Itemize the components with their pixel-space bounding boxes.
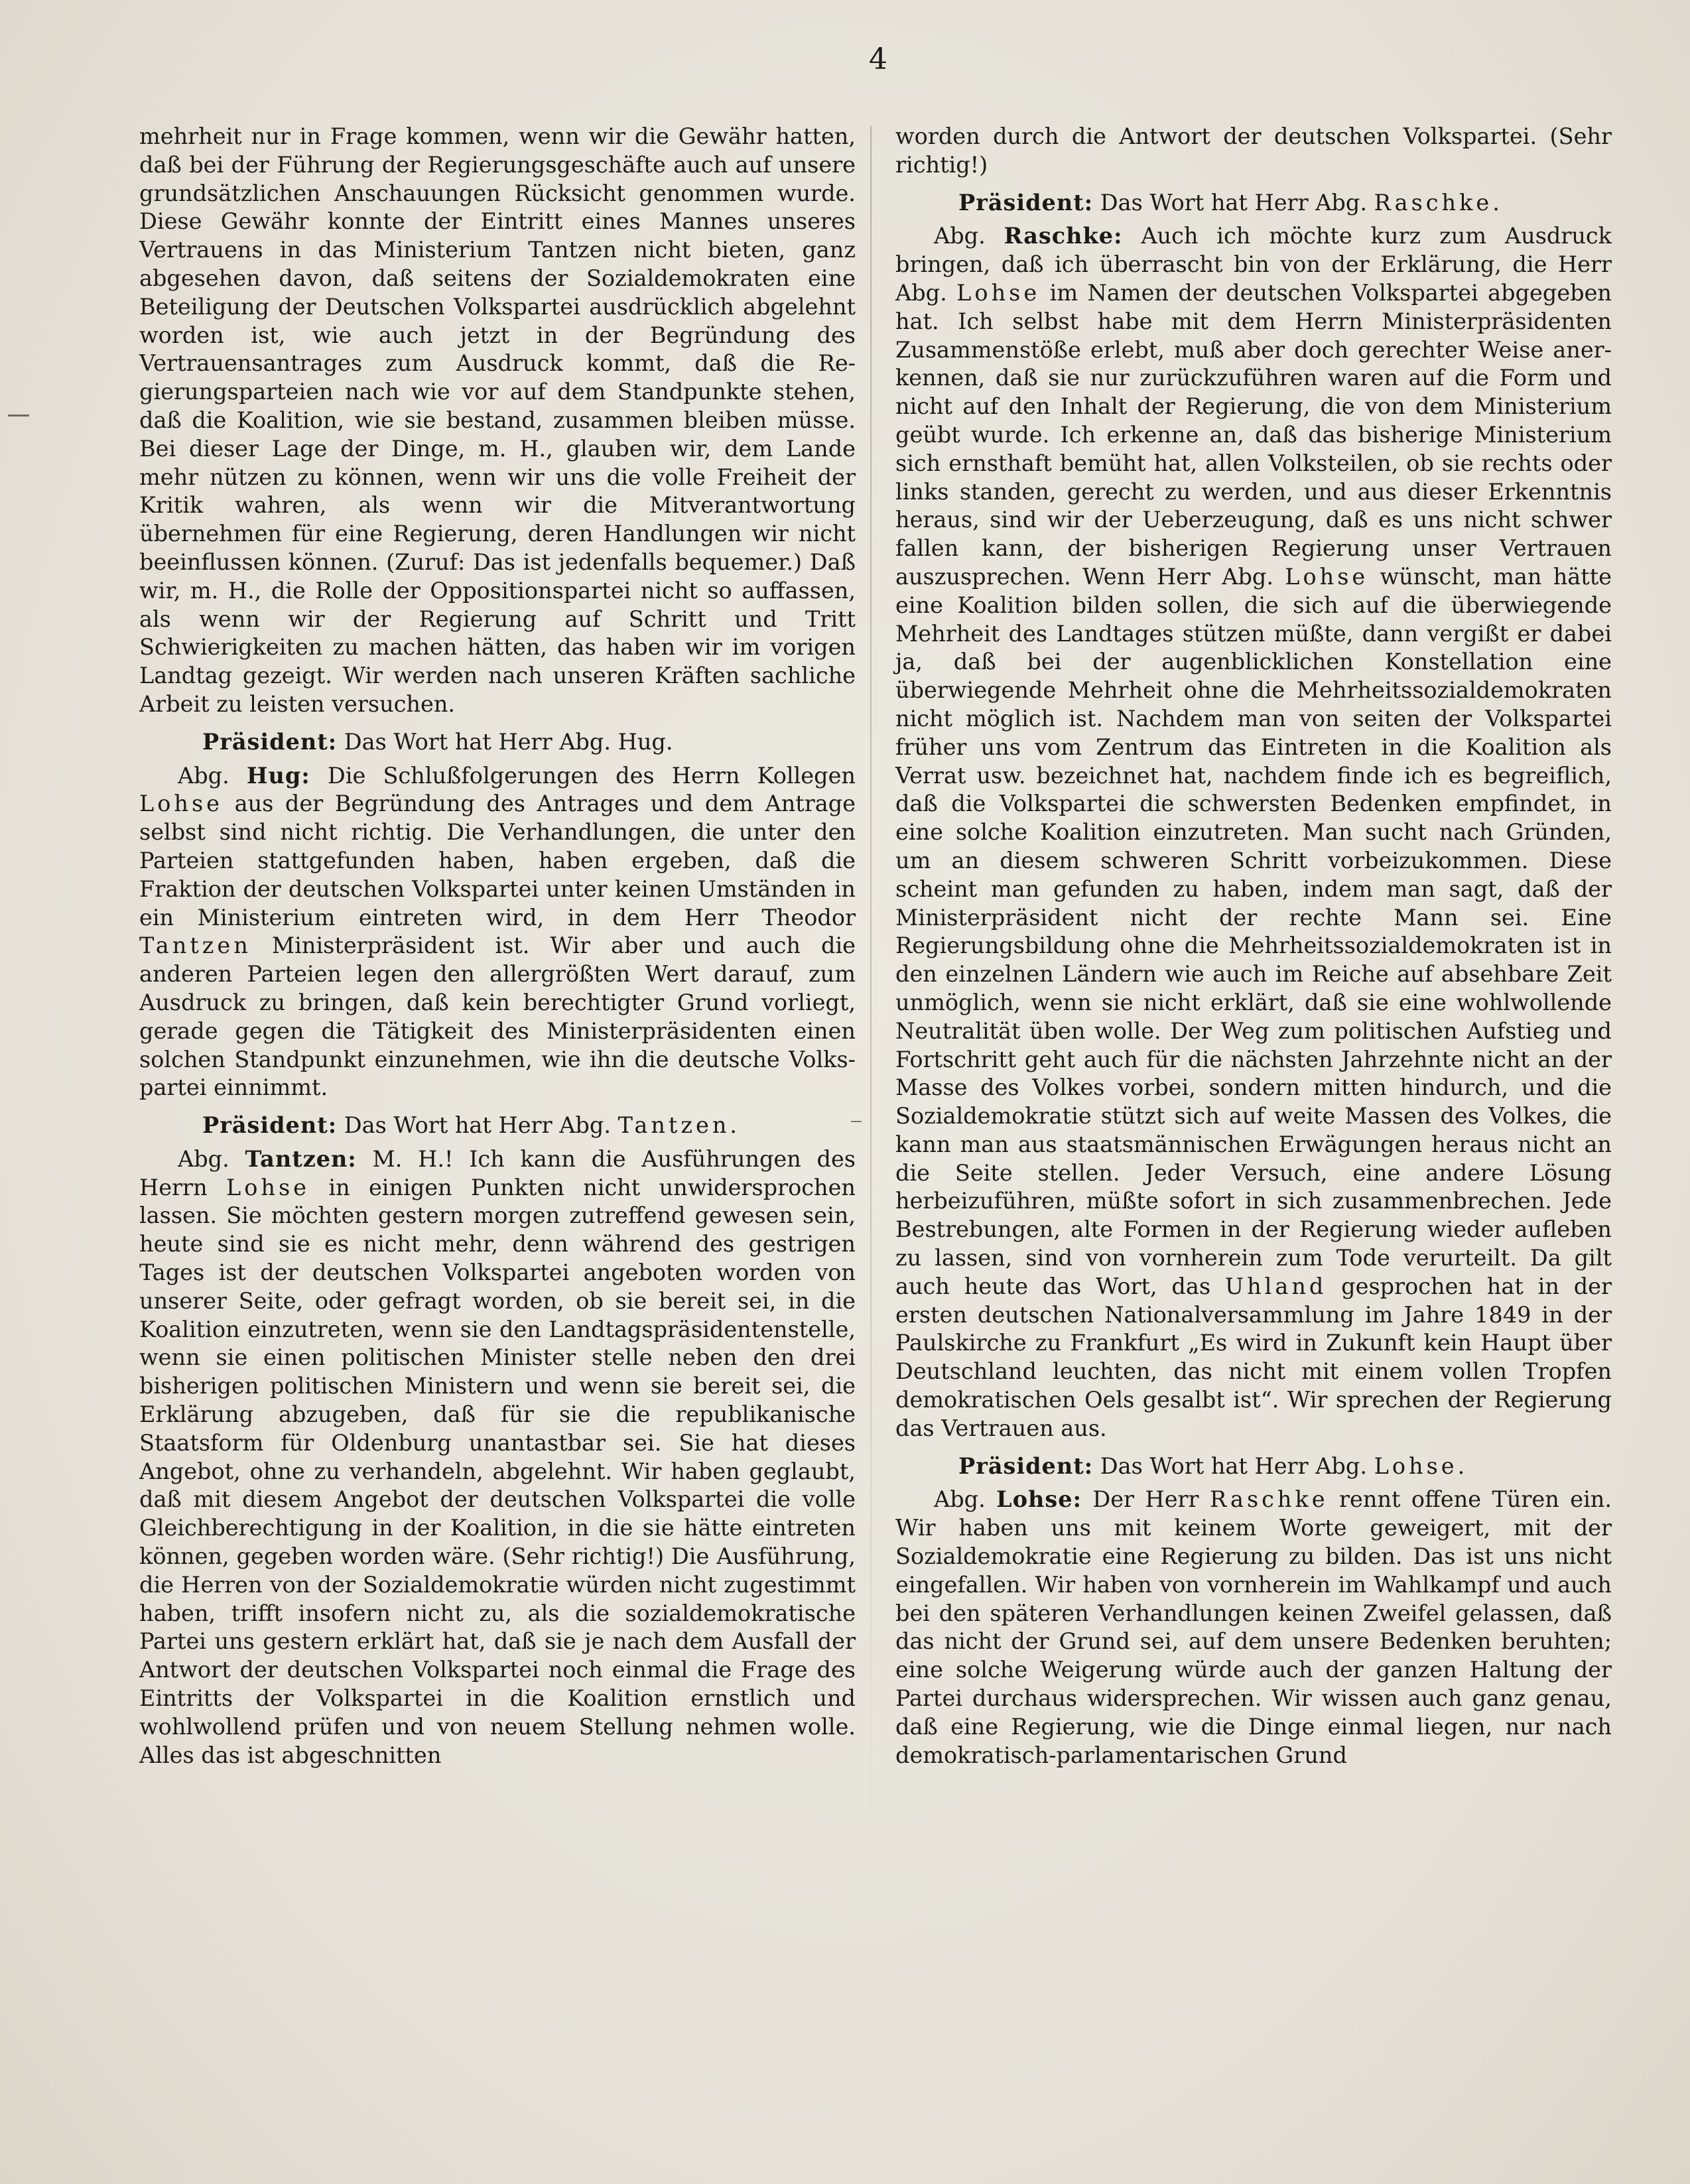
speech-lohse [895, 1486, 1612, 1769]
speech-text: wünscht, man hätte eine Koalition bilden sollen, die sich auf die überwiegende Mehrheit des Landtages stützen müßte, dann vergißt er dabei ja, daß bei der augenblicklichen Konstellation eine überwiegende Mehrheit ohne die Mehrheitssozialdemokraten nicht möglich ist. Nachdem man von seiten der Volkspartei früher uns vom Zentrum das Eintreten in die Koalition als Verrat usw. bezeichnet hat, nachdem finde ich es begreiflich, daß die Volkspartei die schwersten Bedenken empfindet, in eine solche Koalition einzutreten. Man sucht nach Gründen, um an diesem schweren Schritt vorbeizukommen. Diese scheint man gefunden zu haben, indem man sagt, daß der Ministerpräsident nicht der rechte Mann sei. Eine Regierungsbildung ohne die Mehrheitssozialdemokraten ist in den einzelnen Ländern wie auch im Reiche auf absehbare Zeit unmöglich, wenn sie nicht erklärt, daß sie eine wohlwollende Neutralität üben wolle. Der Weg zum politischen Aufstieg und Fortschritt geht auch für die nächsten Jahrzehnte nicht an der Masse des Volkes vorbei, sondern mitten hindurch, und die Sozialdemokratie stützt sich auf weite Massen des Volkes, die kann man aus staatsmännischen Erwägungen heraus nicht an die Seite stellen. Jeder Versuch, eine andere Lösung herbeizuführen, müßte sofort in sich zusammenbrechen. Jede Bestrebungen, alte Formen in der Regierung wieder aufleben zu lassen, sind von vornherein zum Tode verurteilt. Da gilt auch heute das Wort, das [895, 563, 1612, 1299]
person-name: Tantzen [139, 932, 251, 959]
speech-hug [139, 762, 856, 1103]
speaker-label: Präsident: [958, 1452, 1094, 1479]
margin-mark [8, 415, 29, 417]
person-name: Lohse [956, 279, 1041, 306]
speech-text: M. H.! Ich kann die Ausführungen des Herrn [139, 1145, 856, 1200]
remark-text: Das Wort hat Herr Abg. [344, 1112, 611, 1139]
person-name: Tantzen. [618, 1112, 741, 1139]
person-name: Lohse. [1374, 1452, 1468, 1479]
speech-text: Auch ich möchte kurz zum Ausdruck bringen, daß ich überrascht bin von der Erklärung, die Herr Abg. [895, 223, 1612, 306]
person-name: Uhland [1224, 1273, 1327, 1299]
president-remark [139, 1112, 856, 1140]
paragraph-text: mehrheit nur in Frage kommen, wenn wir die Gewähr hatten, daß bei der Führung der Regierungsgeschäfte auch auf unsere grundsätzlichen Anschauungen Rücksicht genommen wurde. Diese Gewähr konnte der Eintritt eines Mannes unseres Vertrauens in das Ministerium Tantzen nicht bieten, ganz abgesehen davon, daß seitens der Sozialdemokraten eine Beteiligung der Deutschen Volkspartei ausdrücklich abgelehnt worden ist, wie auch jetzt in der Begründung des Vertrauensantrages zum Ausdruck kommt, daß die Regierungsparteien nach wie vor auf dem Standpunkte stehen, daß die Koalition, wie sie bestand, zusammen bleiben müsse. Bei dieser Lage der Dinge, m. H., glauben wir, dem Lande mehr nützen zu können, wenn wir uns die volle Freiheit der Kritik wahren, als wenn wir die Mitverantwortung übernehmen für eine Regierung, deren Handlungen wir nicht beeinflussen können. (Zuruf: Das ist jedenfalls bequemer.) Daß wir, m. H., die Rolle der Oppositionspartei nicht so auffassen, als wenn wir der Regierung auf Schritt und Tritt Schwierigkeiten zu machen hätten, das haben wir im vorigen Landtag gezeigt. Wir werden nach unseren Kräften sachliche Arbeit zu leisten versuchen. [139, 123, 856, 717]
speech-text: Ministerpräsident ist. Wir aber und auch die anderen Parteien legen den allergrößten Wert darauf, zum Ausdruck zu bringen, daß kein berechtigter Grund vorliegt, gerade gegen die Tätigkeit des Ministerpräsidenten einen solchen Standpunkt einzunehmen, wie ihn die deutsche Volkspartei einnimmt. [139, 932, 856, 1101]
speech-text: gesprochen hat in der ersten deutschen Nationalversammlung im Jahre 1849 in der Paulskirche zu Frankfurt „Es wird in Zukunft kein Haupt über Deutschland leuchten, das nicht mit einem vollen Tropfen demokratischen Oels gesalbt ist“. Wir sprechen der Regierung das Vertrauen aus. [895, 1273, 1612, 1441]
paragraph-continuation [139, 123, 856, 719]
president-remark [139, 728, 856, 757]
person-name: Lohse [1285, 563, 1369, 590]
speaker-label: Präsident: [202, 1112, 338, 1139]
person-name: Raschke. [1374, 189, 1503, 216]
column-divider [870, 126, 872, 1864]
left-column [139, 123, 856, 1769]
paragraph-continuation [895, 123, 1612, 180]
abg-prefix: Abg. [178, 762, 229, 789]
abg-prefix: Abg. [934, 1486, 986, 1513]
speech-text: in einigen Punkten nicht unwidersprochen lassen. Sie möchten gestern morgen zutreffend gewesen sein, heute sind sie es nicht mehr, denn während des gestrigen Tages ist der deutschen Volkspartei angeboten worden von unserer Seite, oder gefragt worden, ob sie bereit sei, in die Koalition einzutreten, wenn sie den Landtagspräsidentenstelle, wenn sie einen politischen Minister stelle neben den drei bisherigen politischen Ministern und wenn sie bereit sei, die Erklärung abzugeben, daß für sie die republikanische Staatsform für Oldenburg unantastbar sei. Sie hat dieses Angebot, ohne zu verhandeln, abgelehnt. Wir haben geglaubt, daß mit diesem Angebot der deutschen Volkspartei die volle Gleichberechtigung in der Koalition, in die sie hätte eintreten können, gegeben worden wäre. (Sehr richtig!) Die Ausführung, die Herren von der Sozialdemokratie würden nicht zugestimmt haben, trifft insofern nicht zu, als die sozialdemokratische Partei uns gestern erklärt hat, daß sie je nach dem Ausfall der Antwort der deutschen Volkspartei noch einmal die Frage des Eintritts der Volkspartei in die Koalition ernstlich und wohlwollend prüfen und von neuem Stellung nehmen wolle. Alles das ist abgeschnitten [139, 1174, 856, 1768]
speaker-label: Tantzen: [245, 1145, 357, 1172]
speech-text: rennt offene Türen ein. Wir haben uns mit keinem Worte geweigert, mit der Sozialdemokratie eine Regierung zu bilden. Das ist uns nicht eingefallen. Wir haben von vornherein im Wahlkampf und auch bei den späteren Verhandlungen keinen Zweifel gelassen, daß das nicht der Grund sei, auf dem unsere Bedenken beruhten; eine solche Weigerung würde auch der ganzen Haltung der Partei durchaus widersprechen. Wir wissen auch ganz genau, daß eine Regierung, wie die Dinge einmal liegen, nur nach demokratisch-parlamentarischen Grund [895, 1486, 1612, 1768]
person-name: Lohse [139, 791, 224, 817]
speaker-label: Präsident: [958, 189, 1094, 216]
abg-prefix: Abg. [934, 223, 986, 249]
remark-text: Das Wort hat Herr Abg. [1100, 1452, 1367, 1479]
speech-text: im Namen der deutschen Volkspartei abgegeben hat. Ich selbst habe mit dem Herrn Ministerpräsidenten Zusammenstöße erlebt, muß aber doch gerechter Weise anerkennen, daß sie nur zurückzuführen waren auf die Form und nicht auf den Inhalt der Regierung, die von dem Ministerium geübt wurde. Ich erkenne an, daß das bisherige Ministerium sich ernsthaft bemüht hat, allen Volksteilen, ob sie rechts oder links standen, gerecht zu werden, und aus dieser Erkenntnis heraus, sind wir der Ueberzeugung, daß es uns nicht schwer fallen kann, der bisherigen Regierung unser Vertrauen auszusprechen. Wenn Herr Abg. [895, 279, 1612, 590]
speech-text: Die Schlußfolgerungen des Herrn Kollegen [327, 762, 856, 789]
abg-prefix: Abg. [178, 1145, 229, 1172]
speech-text: aus der Begründung des Antrages und dem Antrage selbst sind nicht richtig. Die Verhandlungen, die unter den Parteien stattgefunden haben, haben ergeben, daß die Fraktion der deutschen Volkspartei unter keinen Umständen in ein Ministerium eintreten wird, in dem Herr Theodor [139, 791, 856, 931]
page-number: 4 [869, 42, 887, 76]
president-remark [895, 1452, 1612, 1481]
speech-raschke [895, 222, 1612, 1443]
speaker-label: Präsident: [202, 728, 338, 755]
remark-text: Das Wort hat Herr Abg. Hug. [344, 728, 673, 755]
speaker-label: Raschke: [1004, 223, 1123, 249]
speaker-label: Hug: [246, 762, 310, 789]
speaker-label: Lohse: [996, 1486, 1082, 1513]
person-name: Lohse [226, 1174, 310, 1200]
person-name: Raschke [1209, 1486, 1329, 1513]
speech-text: Der Herr [1092, 1486, 1199, 1513]
president-remark [895, 189, 1612, 218]
speech-tantzen [139, 1145, 856, 1770]
remark-text: Das Wort hat Herr Abg. [1100, 189, 1367, 216]
paragraph-text: worden durch die Antwort der deutschen Volkspartei. (Sehr richtig!) [895, 123, 1612, 178]
right-column [895, 123, 1612, 1769]
